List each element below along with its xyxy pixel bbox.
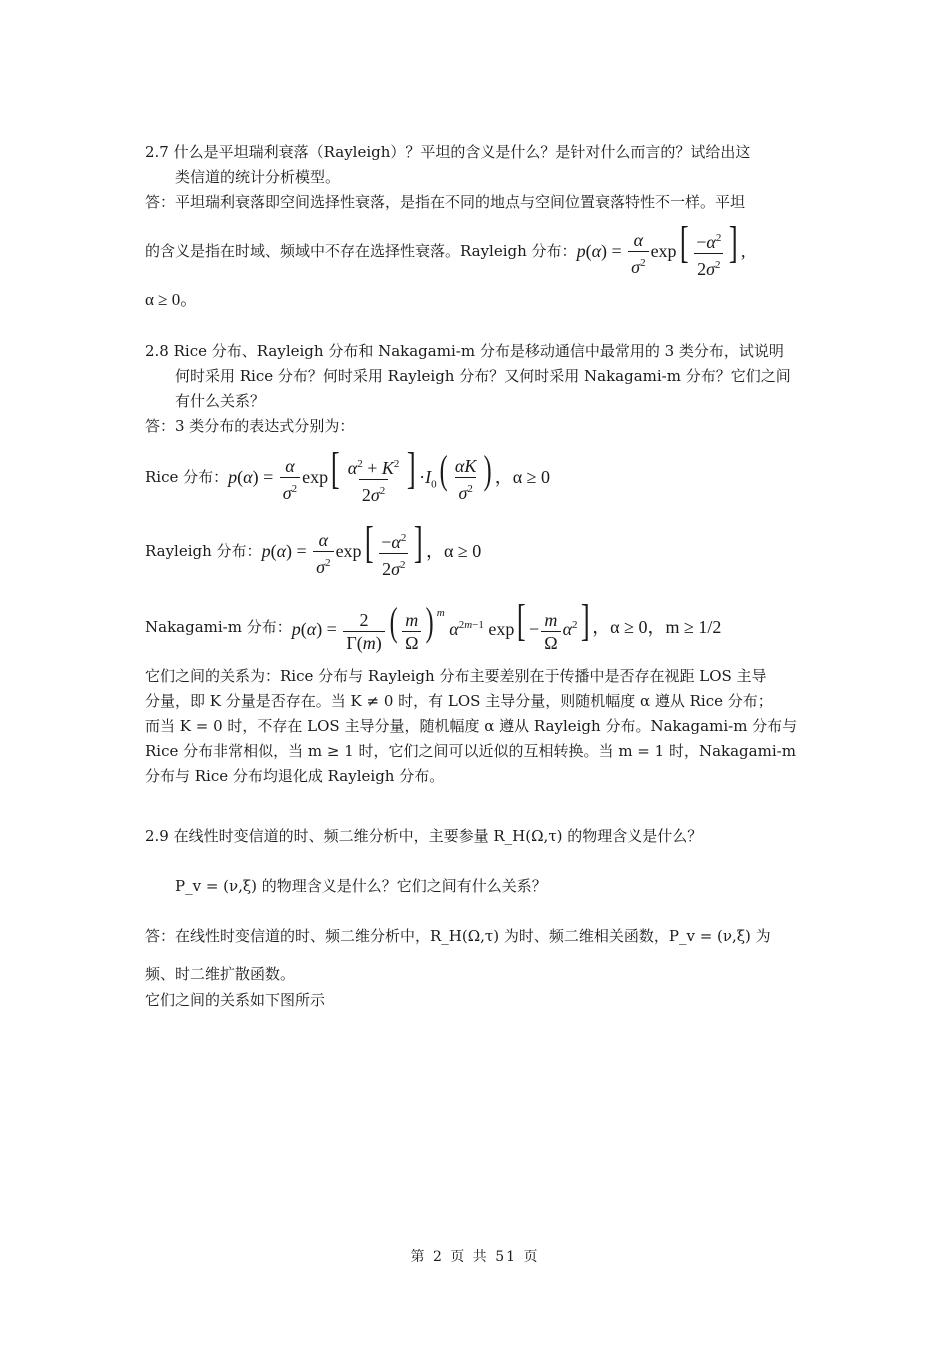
rayleigh-condition: ，α ≥ 0 <box>425 541 482 561</box>
q28-question-line-2: 何时采用 Rice 分布？何时采用 Rayleigh 分布？又何时采用 Nakagami-m 分布？它们之间 <box>175 367 791 385</box>
q27-answer-line-2: 的含义是指在时域、频域中不存在选择性衰落。Rayleigh 分布： <box>145 241 577 260</box>
relation-line-2: 分量，即 K 分量是否存在。当 K ≠ 0 时，有 LOS 主导分量，则随机幅度 α 遵从 Rice 分布； <box>145 692 773 710</box>
relation-line-4: Rice 分布非常相似，当 m ≥ 1 时，它们之间可以近似的互相转换。当 m = 1 时，Nakagami-m <box>145 742 796 760</box>
nakagami-condition: ，α ≥ 0，m ≥ 1/2 <box>592 617 722 637</box>
page-number-footer: 第 2 页 共 51 页 <box>410 1249 540 1265</box>
rayleigh-formula: p(α) = $\frac{\alpha}{\sigma^2}$ exp[ $\frac{-\alpha^2}{2\sigma^2}$ ] <box>261 518 424 579</box>
rice-formula-line <box>145 446 815 506</box>
q29-answer-line-1: 答：在线性时变信道的时、频二维分析中，R_H(Ω,τ) 为时、频二维相关函数，P_v = (ν,ξ) 为 <box>145 927 771 945</box>
nakagami-formula: p(α) = $\frac{2}{\Gamma(m)}$ ( $\frac{m}{\Omega}$ ) $^m$ $\alpha^{2m-1}$ exp[ − $\frac{m}{\Omega}$ $\alpha^2$] <box>291 596 590 653</box>
rayleigh-formula-line <box>145 520 815 580</box>
nakagami-formula-line <box>145 596 815 656</box>
q29-question-line-2: P_v = (ν,ξ) 的物理含义是什么？它们之间有什么关系？ <box>175 877 547 895</box>
rayleigh-label: Rayleigh 分布： <box>145 541 262 560</box>
q28-question-line-1: 2.8 Rice 分布、Rayleigh 分布和 Nakagami-m 分布是移动通信中最常用的 3 类分布，试说明 <box>145 342 784 360</box>
q28-answer-intro: 答：3 类分布的表达式分别为： <box>145 417 355 435</box>
nakagami-label: Nakagami-m 分布： <box>145 617 292 636</box>
q27-question-line-2: 类信道的统计分析模型。 <box>175 168 341 186</box>
relation-line-5: 分布与 Rice 分布均退化成 Rayleigh 分布。 <box>145 767 445 785</box>
q29-answer-line-3: 它们之间的关系如下图所示 <box>145 991 326 1009</box>
rice-label: Rice 分布： <box>145 467 229 486</box>
q27-question-line-1: 2.7 什么是平坦瑞利衰落（Rayleigh）？平坦的含义是什么？是针对什么而言的？试给出这 <box>145 143 751 161</box>
q27-answer-line-1: 答：平坦瑞利衰落即空间选择性衰落，是指在不同的地点与空间位置衰落特性不一样。平坦 <box>145 193 746 211</box>
rayleigh-formula-q27: p(α) = $\frac{\alpha}{\sigma^2}$ exp[ $\frac{-\alpha^2}{2\sigma^2}$ ] , <box>576 218 746 279</box>
rice-condition: ，α ≥ 0 <box>494 467 551 487</box>
q28-question-line-3: 有什么关系？ <box>175 392 266 410</box>
rice-formula: p(α) = $\frac{\alpha}{\sigma^2}$ exp[ $\frac{\alpha^2 + K^2}{2\sigma^2}$ ] $\cdot I_0$( $\frac{\alpha K}{\sigma^2}$ ) <box>228 444 493 505</box>
relation-line-1: 它们之间的关系为：Rice 分布与 Rayleigh 分布主要差别在于传播中是否存在视距 LOS 主导 <box>145 667 767 685</box>
q27-answer-line-3: α ≥ 0。 <box>145 290 198 309</box>
q27-rayleigh-formula-line <box>145 220 815 280</box>
relation-line-3: 而当 K = 0 时，不存在 LOS 主导分量，随机幅度 α 遵从 Rayleigh 分布。Nakagami-m 分布与 <box>145 717 798 735</box>
q29-answer-line-2: 频、时二维扩散函数。 <box>145 965 296 983</box>
q29-question-line-1: 2.9 在线性时变信道的时、频二维分析中，主要参量 R_H(Ω,τ) 的物理含义是什么？ <box>145 827 703 845</box>
